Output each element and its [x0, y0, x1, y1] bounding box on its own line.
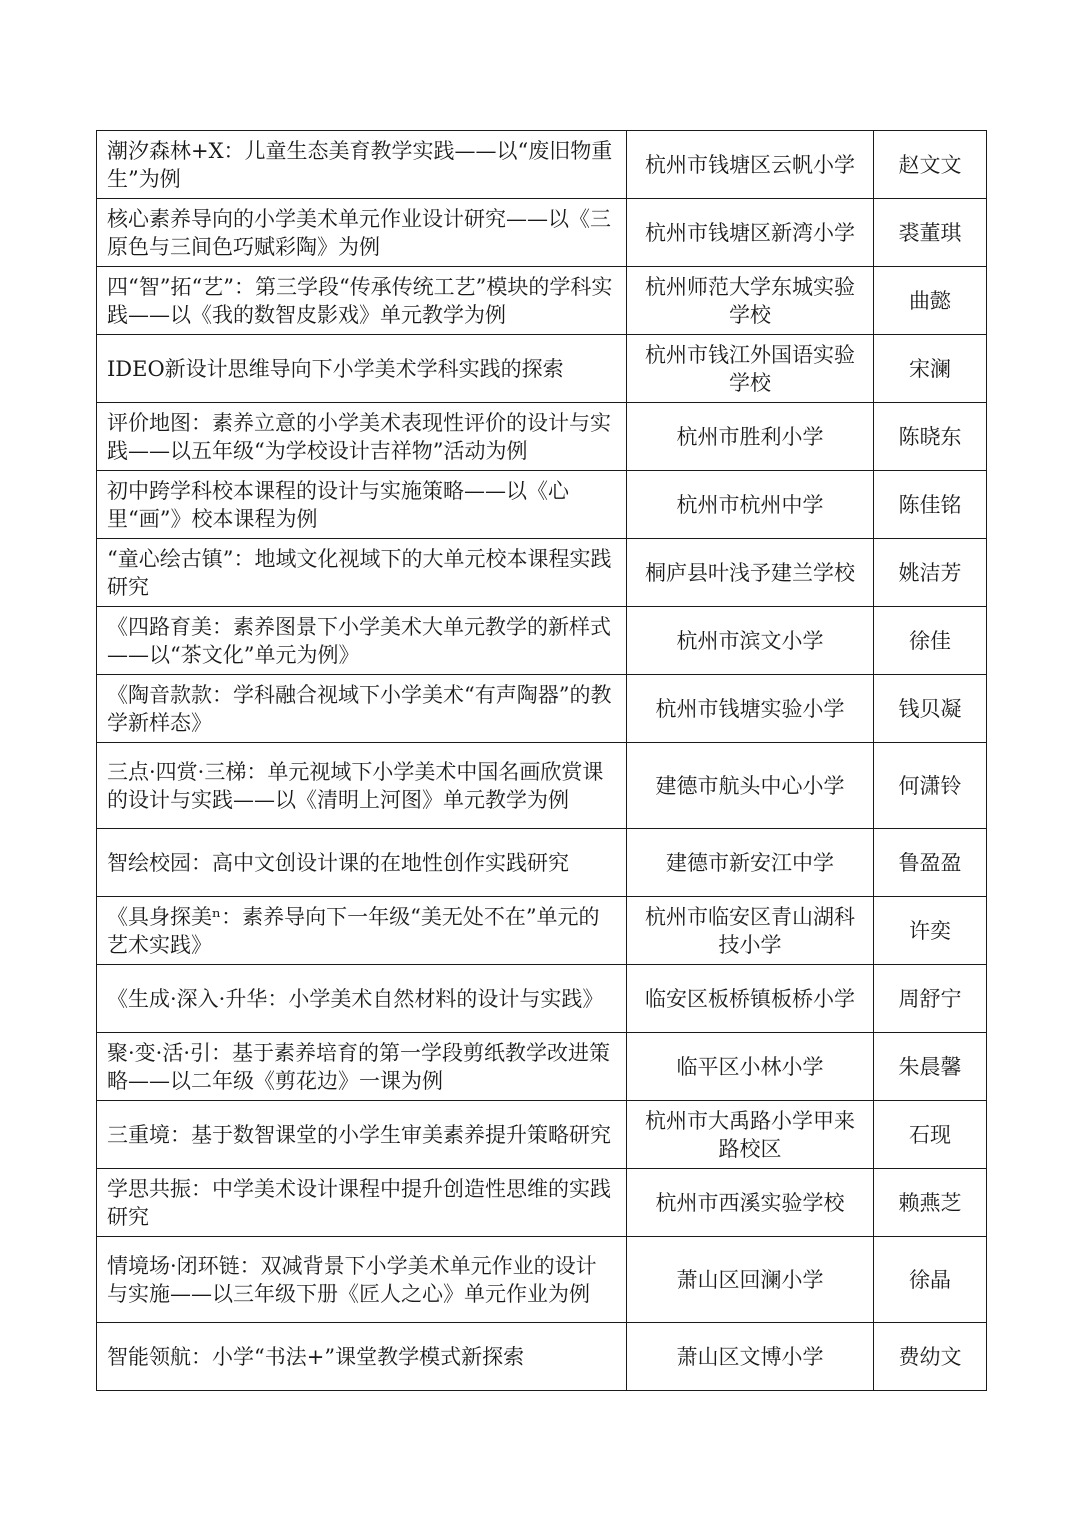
- school-cell: 杭州市钱塘实验小学: [627, 675, 874, 743]
- project-title-cell: 核心素养导向的小学美术单元作业设计研究——以《三原色与三间色巧赋彩陶》为例: [97, 199, 627, 267]
- table-body: [97, 131, 987, 1391]
- author-cell: 姚洁芳: [874, 539, 987, 607]
- table-row: [97, 539, 987, 607]
- author-cell: 费幼文: [874, 1323, 987, 1391]
- table-row: [97, 1101, 987, 1169]
- project-title-cell: “童心绘古镇”：地域文化视域下的大单元校本课程实践研究: [97, 539, 627, 607]
- project-title-cell: 《生成·深入·升华：小学美术自然材料的设计与实践》: [97, 965, 627, 1033]
- project-title-cell: 智绘校园：高中文创设计课的在地性创作实践研究: [97, 829, 627, 897]
- table-row: [97, 199, 987, 267]
- school-cell: 杭州师范大学东城实验学校: [627, 267, 874, 335]
- author-cell: 周舒宁: [874, 965, 987, 1033]
- school-cell: 萧山区回澜小学: [627, 1237, 874, 1323]
- school-cell: 杭州市滨文小学: [627, 607, 874, 675]
- table-row: [97, 267, 987, 335]
- author-cell: 徐晶: [874, 1237, 987, 1323]
- school-cell: 萧山区文博小学: [627, 1323, 874, 1391]
- project-title-cell: 《具身探美ⁿ：素养导向下一年级“美无处不在”单元的艺术实践》: [97, 897, 627, 965]
- project-title-cell: 智能领航：小学“书法+”课堂教学模式新探索: [97, 1323, 627, 1391]
- project-title-cell: 《四路育美：素养图景下小学美术大单元教学的新样式——以“茶文化”单元为例》: [97, 607, 627, 675]
- project-title-cell: 评价地图：素养立意的小学美术表现性评价的设计与实践——以五年级“为学校设计吉祥物”活动为例: [97, 403, 627, 471]
- author-cell: 钱贝凝: [874, 675, 987, 743]
- author-cell: 赵文文: [874, 131, 987, 199]
- author-cell: 鲁盈盈: [874, 829, 987, 897]
- project-title-cell: 《陶音款款：学科融合视域下小学美术“有声陶器”的教学新样态》: [97, 675, 627, 743]
- author-cell: 朱晨馨: [874, 1033, 987, 1101]
- table-row: [97, 403, 987, 471]
- project-title-cell: 三重境：基于数智课堂的小学生审美素养提升策略研究: [97, 1101, 627, 1169]
- project-title-cell: 初中跨学科校本课程的设计与实施策略——以《心里“画”》校本课程为例: [97, 471, 627, 539]
- school-cell: 杭州市钱塘区云帆小学: [627, 131, 874, 199]
- author-cell: 陈佳铭: [874, 471, 987, 539]
- school-cell: 建德市新安江中学: [627, 829, 874, 897]
- author-cell: 裘董琪: [874, 199, 987, 267]
- table-row: [97, 675, 987, 743]
- table-row: [97, 1237, 987, 1323]
- school-cell: 临安区板桥镇板桥小学: [627, 965, 874, 1033]
- school-cell: 杭州市钱塘区新湾小学: [627, 199, 874, 267]
- project-title-cell: IDEO新设计思维导向下小学美术学科实践的探索: [97, 335, 627, 403]
- school-cell: 临平区小林小学: [627, 1033, 874, 1101]
- author-cell: 宋澜: [874, 335, 987, 403]
- table-row: [97, 965, 987, 1033]
- author-cell: 许奕: [874, 897, 987, 965]
- author-cell: 徐佳: [874, 607, 987, 675]
- school-cell: 杭州市胜利小学: [627, 403, 874, 471]
- author-cell: 曲懿: [874, 267, 987, 335]
- school-cell: 杭州市大禹路小学甲来路校区: [627, 1101, 874, 1169]
- school-cell: 建德市航头中心小学: [627, 743, 874, 829]
- school-cell: 杭州市杭州中学: [627, 471, 874, 539]
- award-list-table: [96, 130, 987, 1391]
- project-title-cell: 学思共振：中学美术设计课程中提升创造性思维的实践研究: [97, 1169, 627, 1237]
- table-row: [97, 897, 987, 965]
- school-cell: 桐庐县叶浅予建兰学校: [627, 539, 874, 607]
- table-row: [97, 829, 987, 897]
- table-row: [97, 131, 987, 199]
- project-title-cell: 三点·四赏·三梯：单元视域下小学美术中国名画欣赏课的设计与实践——以《清明上河图》单元教学为例: [97, 743, 627, 829]
- author-cell: 石现: [874, 1101, 987, 1169]
- table-row: [97, 743, 987, 829]
- project-title-cell: 聚·变·活·引：基于素养培育的第一学段剪纸教学改进策略——以二年级《剪花边》一课为例: [97, 1033, 627, 1101]
- author-cell: 何潇铃: [874, 743, 987, 829]
- table-row: [97, 607, 987, 675]
- table-row: [97, 1033, 987, 1101]
- table-row: [97, 471, 987, 539]
- school-cell: 杭州市临安区青山湖科技小学: [627, 897, 874, 965]
- table-row: [97, 1169, 987, 1237]
- project-title-cell: 四“智”拓“艺”：第三学段“传承传统工艺”模块的学科实践——以《我的数智皮影戏》单元教学为例: [97, 267, 627, 335]
- project-title-cell: 潮汐森林+X：儿童生态美育教学实践——以“废旧物重生”为例: [97, 131, 627, 199]
- author-cell: 赖燕芝: [874, 1169, 987, 1237]
- table-row: [97, 335, 987, 403]
- table-row: [97, 1323, 987, 1391]
- school-cell: 杭州市钱江外国语实验学校: [627, 335, 874, 403]
- school-cell: 杭州市西溪实验学校: [627, 1169, 874, 1237]
- author-cell: 陈晓东: [874, 403, 987, 471]
- project-title-cell: 情境场·闭环链：双减背景下小学美术单元作业的设计与实施——以三年级下册《匠人之心》单元作业为例: [97, 1237, 627, 1323]
